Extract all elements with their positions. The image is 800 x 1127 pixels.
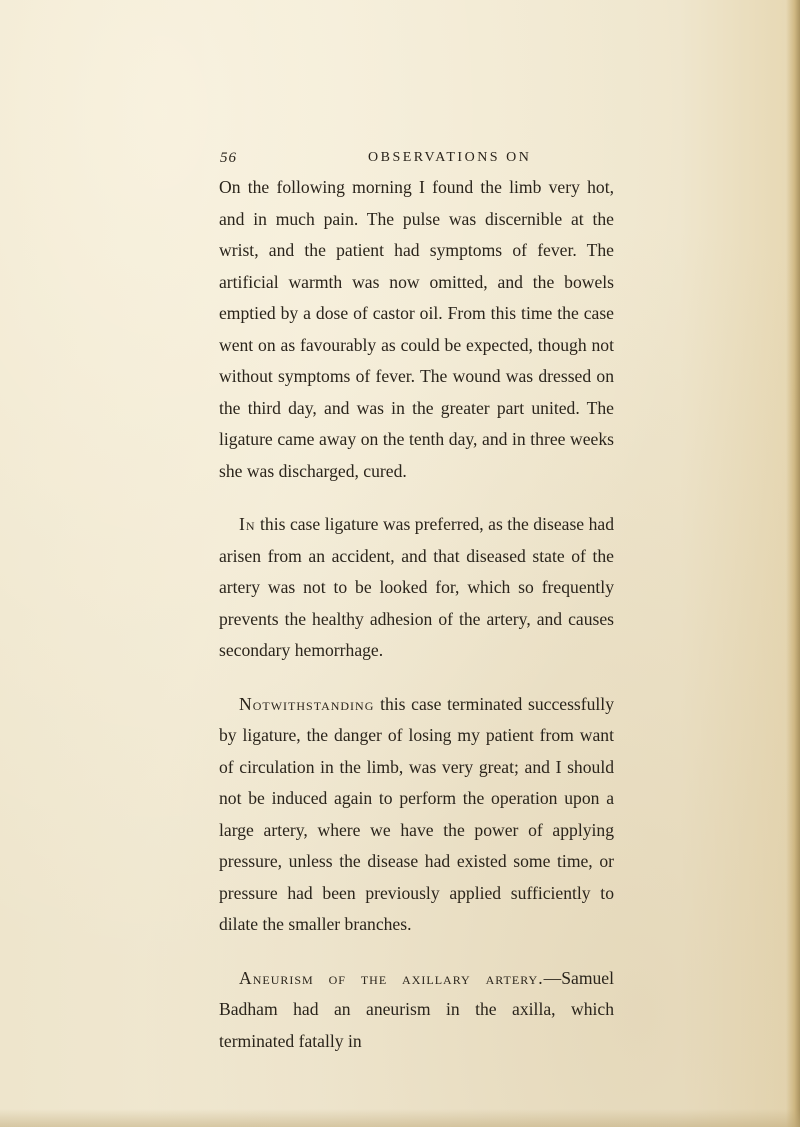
paragraph-2-lead: In bbox=[239, 514, 256, 534]
paragraph-4 bbox=[219, 963, 614, 1058]
paragraph-4-lead: Aneurism of the axillary artery. bbox=[239, 967, 544, 988]
paragraph-2-text: this case ligature was preferred, as the disease had arisen from an accident, and that diseased state of the artery was not to be looked for, which so frequently prevents the healthy adhesion of the artery, and causes secondary hemorrhage. bbox=[219, 514, 614, 660]
body-text bbox=[219, 172, 614, 1057]
paragraph-1 bbox=[219, 172, 614, 487]
paragraph-3 bbox=[219, 689, 614, 941]
page-edge-shadow bbox=[786, 0, 800, 1127]
page-bottom-shadow bbox=[0, 1109, 800, 1127]
paragraph-2 bbox=[219, 509, 614, 667]
paragraph-3-lead: Notwithstanding bbox=[239, 693, 375, 714]
paragraph-4-text: —Samuel Badham had an aneurism in the axilla, which terminated fatally in bbox=[219, 967, 614, 1051]
paragraph-3-text: this case terminated successfully by ligature, the danger of losing my patient from want of circulation in the limb, was very great; and I should not be induced again to perform the operation upon a large artery, where we have the power of applying pressure, unless the disease had existed some time, or pressure had been previously applied sufficiently to dilate the smaller branches. bbox=[219, 693, 614, 934]
page-header bbox=[220, 150, 620, 174]
page-number: 56 bbox=[220, 150, 237, 166]
running-head: OBSERVATIONS ON bbox=[368, 150, 532, 165]
paragraph-1-text: On the following morning I found the limb very hot, and in much pain. The pulse was discernible at the wrist, and the patient had symptoms of fever. The artificial warmth was now omitted, and the bowels emptied by a dose of castor oil. From this time the case went on as favourably as could be expected, though not without symptoms of fever. The wound was dressed on the third day, and was in the greater part united. The ligature came away on the tenth day, and in three weeks she was discharged, cured. bbox=[219, 177, 614, 481]
